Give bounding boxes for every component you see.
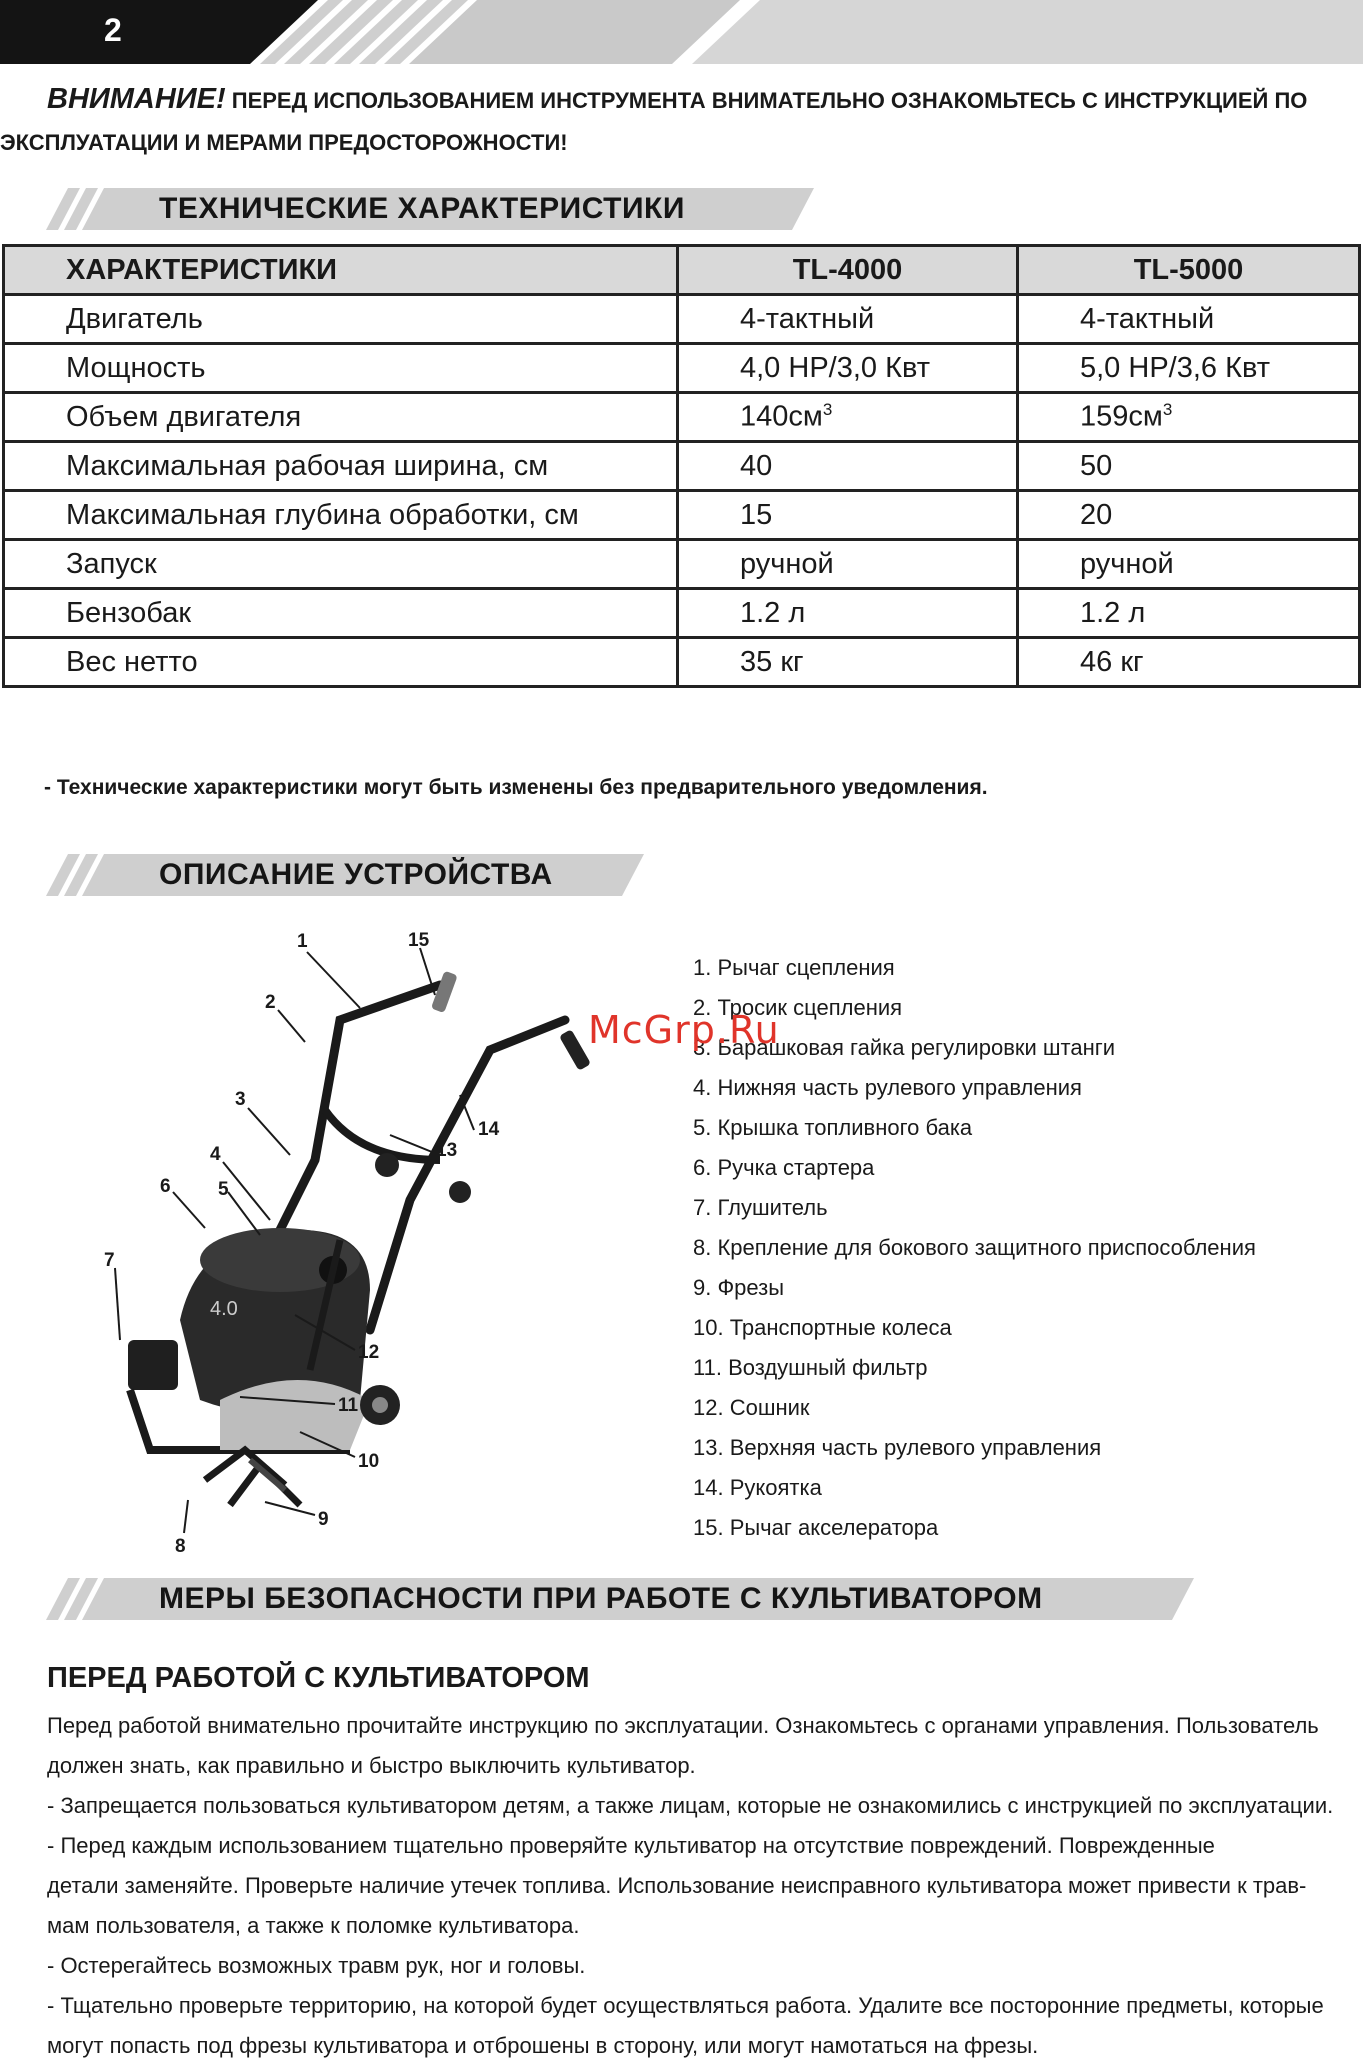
wheel-hub [372,1397,388,1413]
spec-cell-tl4000: 35 кг [678,638,1018,687]
section-heading-specs [44,188,814,230]
paragraph-line: детали заменяйте. Проверьте наличие утечек топлива. Использование неисправного культиватора может привести к трав- [47,1873,1307,1898]
list-item: 9. Фрезы [693,1275,785,1300]
watermark: McGrp.Ru [588,1008,780,1052]
superscript: 3 [1162,400,1173,420]
crossbar [325,1110,440,1160]
callout-13: 13 [436,1140,458,1161]
paragraph-line: - Остерегайтесь возможных травм рук, ног и головы. [47,1953,586,1978]
list-item: 8. Крепление для бокового защитного приспособления [693,1235,1256,1260]
paragraph-line: Перед работой внимательно прочитайте инструкцию по эксплуатации. Ознакомьтесь с органами управления. Пользователь [47,1713,1319,1738]
list-item: 1. Рычаг сцепления [693,955,895,980]
table-row [4,589,1360,638]
spec-cell-tl4000 [678,393,1018,442]
spec-cell-tl5000: 5,0 HP/3,6 Квт [1018,344,1360,393]
spec-cell-tl5000: 50 [1018,442,1360,491]
table-row [4,638,1360,687]
callout-2: 2 [265,992,276,1013]
callout-5: 5 [218,1179,229,1200]
left-handle-bar [260,985,440,1270]
spec-cell-label: Объем двигателя [4,393,678,442]
page-header-bar [0,0,1363,64]
spec-table-header-row [4,246,1360,295]
spec-cell-label: Мощность [4,344,678,393]
safety-body-text [47,1706,1363,2066]
spec-header-tl5000: TL-5000 [1018,246,1360,295]
spec-cell-tl4000: 4-тактный [678,295,1018,344]
paragraph-line: могут попасть под фрезы культиватора и отброшены в сторону, или могут намотаться на фрезы. [47,2033,1039,2058]
cultivator-illustration [104,930,670,1557]
spec-cell-label: Двигатель [4,295,678,344]
spec-cell-label: Запуск [4,540,678,589]
section-title-safety: МЕРЫ БЕЗОПАСНОСТИ ПРИ РАБОТЕ С КУЛЬТИВАТОРОМ [159,1582,1043,1615]
paragraph-line: должен знать, как правильно и быстро выключить культиватор. [47,1753,696,1778]
callout-12: 12 [358,1342,380,1363]
warning-notice [0,78,1363,164]
list-item: 7. Глушитель [693,1195,828,1220]
wing-nut [375,1153,399,1177]
page-number: 2 [104,12,122,48]
callout-1: 1 [297,931,308,952]
superscript: 3 [822,400,833,420]
spec-header-tl4000: TL-4000 [678,246,1018,295]
list-item: 13. Верхняя часть рулевого управления [693,1435,1102,1460]
spec-cell-label: Максимальная рабочая ширина, см [4,442,678,491]
section-title-description: ОПИСАНИЕ УСТРОЙСТВА [159,858,553,891]
paragraph-line: - Перед каждым использованием тщательно проверяйте культиватор на отсутствие повреждений. Поврежденные [47,1833,1215,1858]
list-item: 12. Сошник [693,1395,810,1420]
spec-table [2,244,1361,688]
callout-8: 8 [175,1536,186,1557]
section-heading-description [44,854,644,896]
paragraph-line: мам пользователя, а также к поломке культиватора. [47,1913,580,1938]
callout-10: 10 [358,1451,380,1472]
list-item: 6. Ручка стартера [693,1155,875,1180]
spec-cell-label: Максимальная глубина обработки, см [4,491,678,540]
tines [205,1450,300,1505]
list-item: 4. Нижняя часть рулевого управления [693,1075,1082,1100]
section-title-specs: ТЕХНИЧЕСКИЕ ХАРАКТЕРИСТИКИ [159,192,685,225]
callout-3: 3 [235,1089,246,1110]
spec-value: 140см [740,400,823,433]
spec-value: 159см [1080,400,1163,433]
table-row [4,295,1360,344]
callout-6: 6 [160,1176,171,1197]
spec-cell-tl5000: ручной [1018,540,1360,589]
subheading-before-work: ПЕРЕД РАБОТОЙ С КУЛЬТИВАТОРОМ [47,1662,590,1694]
list-item: 2. Тросик сцепления [693,995,903,1020]
paragraph-line: - Запрещается пользоваться культиватором детям, а также лицам, которые не ознакомились с инструкцией по эксплуатации. [47,1793,1334,1818]
spec-cell-tl4000: 40 [678,442,1018,491]
callout-4: 4 [210,1144,221,1165]
warning-text-line1: ПЕРЕД ИСПОЛЬЗОВАНИЕМ ИНСТРУМЕНТА ВНИМАТЕЛЬНО ОЗНАКОМЬТЕСЬ С ИНСТРУКЦИЕЙ ПО [225,88,1308,113]
table-row [4,540,1360,589]
list-item: 14. Рукоятка [693,1475,822,1500]
list-item: 5. Крышка топливного бака [693,1115,973,1140]
list-item: 15. Рычаг акселератора [693,1515,939,1540]
spec-note: - Технические характеристики могут быть изменены без предварительного уведомления. [44,776,988,799]
callout-9: 9 [318,1509,329,1530]
callout-15: 15 [408,930,430,951]
spec-cell-tl4000: ручной [678,540,1018,589]
spec-cell-tl5000: 20 [1018,491,1360,540]
table-row [4,491,1360,540]
spec-header-characteristic: ХАРАКТЕРИСТИКИ [4,246,678,295]
spec-cell-label: Вес нетто [4,638,678,687]
spec-cell-tl5000 [1018,393,1360,442]
list-item: 10. Транспортные колеса [693,1315,952,1340]
spec-cell-tl4000: 4,0 HP/3,0 Квт [678,344,1018,393]
spec-cell-label: Бензобак [4,589,678,638]
section-heading-safety [44,1578,1194,1620]
table-row [4,344,1360,393]
spec-cell-tl4000: 15 [678,491,1018,540]
table-row [4,442,1360,491]
muffler [128,1340,178,1390]
warning-text-line2: ЭКСПЛУАТАЦИИ И МЕРАМИ ПРЕДОСТОРОЖНОСТИ! [0,130,568,155]
spec-cell-tl5000: 1.2 л [1018,589,1360,638]
list-item: 11. Воздушный фильтр [693,1355,928,1380]
callout-11: 11 [338,1395,359,1416]
spec-cell-tl4000: 1.2 л [678,589,1018,638]
list-item: 3. Барашковая гайка регулировки штанги [693,1035,1116,1060]
wing-nut [449,1181,471,1203]
paragraph-line: - Тщательно проверьте территорию, на которой будет осуществляться работа. Удалите все посторонние предметы, которые [47,1993,1324,2018]
engine-badge: 4.0 [210,1298,238,1320]
callout-14: 14 [478,1119,500,1140]
warning-lead: ВНИМАНИЕ! [47,83,226,115]
spec-cell-tl5000: 4-тактный [1018,295,1360,344]
callout-7: 7 [104,1250,115,1271]
table-row [4,393,1360,442]
spec-cell-tl5000: 46 кг [1018,638,1360,687]
grip [559,1029,591,1071]
right-handle-bar [370,1020,565,1330]
